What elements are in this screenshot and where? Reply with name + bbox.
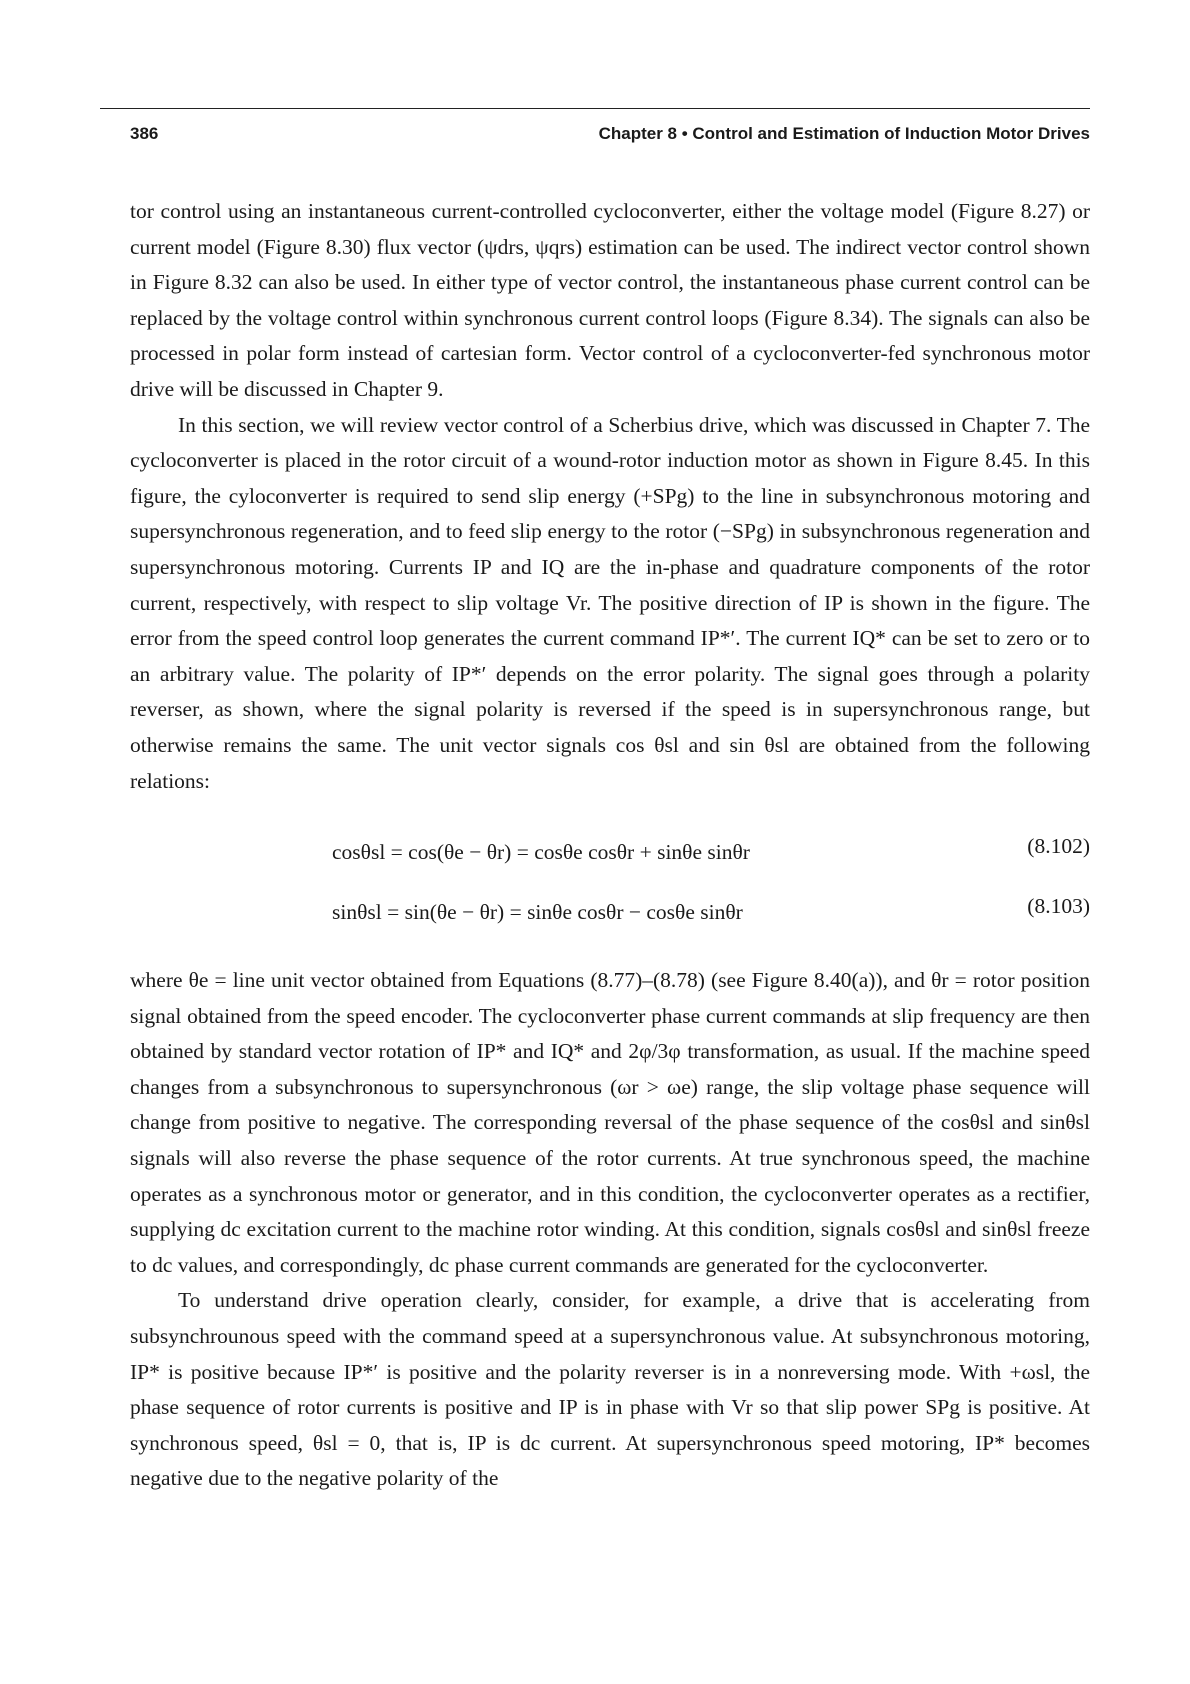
paragraph-3: where θe = line unit vector obtained from Equations (8.77)–(8.78) (see Figure 8.40(a)), and θr = rotor position signal obtained from the speed encoder. The cycloconverter phase current commands at slip frequency are then obtained by standard vector rotation of IP* and IQ* and 2φ/3φ transformation, as usual. If the machine speed changes from a subsynchronous to supersynchronous (ωr > ωe) range, the slip voltage phase sequence will change from positive to negative. The corresponding reversal of the phase sequence of the cosθsl and sinθsl signals will also reverse the phase sequence of the rotor currents. At true synchronous speed, the machine operates as a synchronous motor or generator, and in this condition, the cycloconverter operates as a rectifier, supplying dc excitation current to the machine rotor winding. At this condition, signals cosθsl and sinθsl freeze to dc values, and correspondingly, dc phase current commands are generated for the cycloconverter. <box>130 968 1090 1277</box>
body-text <box>130 194 1090 1497</box>
equation-8-103-number: (8.103) <box>1027 894 1090 919</box>
paragraph-1: tor control using an instantaneous current-controlled cycloconverter, either the voltage model (Figure 8.27) or current model (Figure 8.30) flux vector (ψdrs, ψqrs) estimation can be used. The indirect vector control shown in Figure 8.32 can also be used. In either type of vector control, the instantaneous phase current control can be replaced by the voltage control within synchronous current control loops (Figure 8.34). The signals can also be processed in polar form instead of cartesian form. Vector control of a cycloconverter-fed synchronous motor drive will be discussed in Chapter 9. <box>130 199 1090 401</box>
equation-8-103-text: sinθsl = sin(θe − θr) = sinθe cosθr − cosθe sinθr <box>332 900 743 925</box>
header-rule <box>100 108 1090 109</box>
page-header <box>130 120 1090 148</box>
running-head: Chapter 8 • Control and Estimation of Induction Motor Drives <box>598 124 1090 143</box>
paragraph-2: In this section, we will review vector control of a Scherbius drive, which was discussed in Chapter 7. The cycloconverter is placed in the rotor circuit of a wound-rotor induction motor as shown in Figure 8.45. In this figure, the cyloconverter is required to send slip energy (+SPg) to the line in subsynchronous motoring and supersynchronous regeneration, and to feed slip energy to the rotor (−SPg) in subsynchronous regeneration and supersynchronous motoring. Currents IP and IQ are the in-phase and quadrature components of the rotor current, respectively, with respect to slip voltage Vr. The positive direction of IP is shown in the figure. The error from the speed control loop generates the current command IP*′. The current IQ* can be set to zero or to an arbitrary value. The polarity of IP*′ depends on the error polarity. The signal goes through a polarity reverser, as shown, where the signal polarity is reversed if the speed is in supersynchronous range, but otherwise remains the same. The unit vector signals cos θsl and sin θsl are obtained from the following relations: <box>130 412 1090 793</box>
equation-8-102-text: cosθsl = cos(θe − θr) = cosθe cosθr + sinθe sinθr <box>332 840 750 865</box>
paragraph-4: To understand drive operation clearly, consider, for example, a drive that is accelerating from subsynchrounous speed with the command speed at a supersynchronous value. At subsynchronous motoring, IP* is positive because IP*′ is positive and the polarity reverser is in a nonreversing mode. With +ωsl, the phase sequence of rotor currents is positive and IP is in phase with Vr so that slip power SPg is positive. At synchronous speed, θsl = 0, that is, IP is dc current. At supersynchronous speed motoring, IP* becomes negative due to the negative polarity of the <box>130 1288 1090 1491</box>
equation-8-102-number: (8.102) <box>1027 834 1090 859</box>
equation-8-103 <box>130 885 1090 945</box>
equation-8-102 <box>130 825 1090 885</box>
page-number: 386 <box>130 124 159 143</box>
